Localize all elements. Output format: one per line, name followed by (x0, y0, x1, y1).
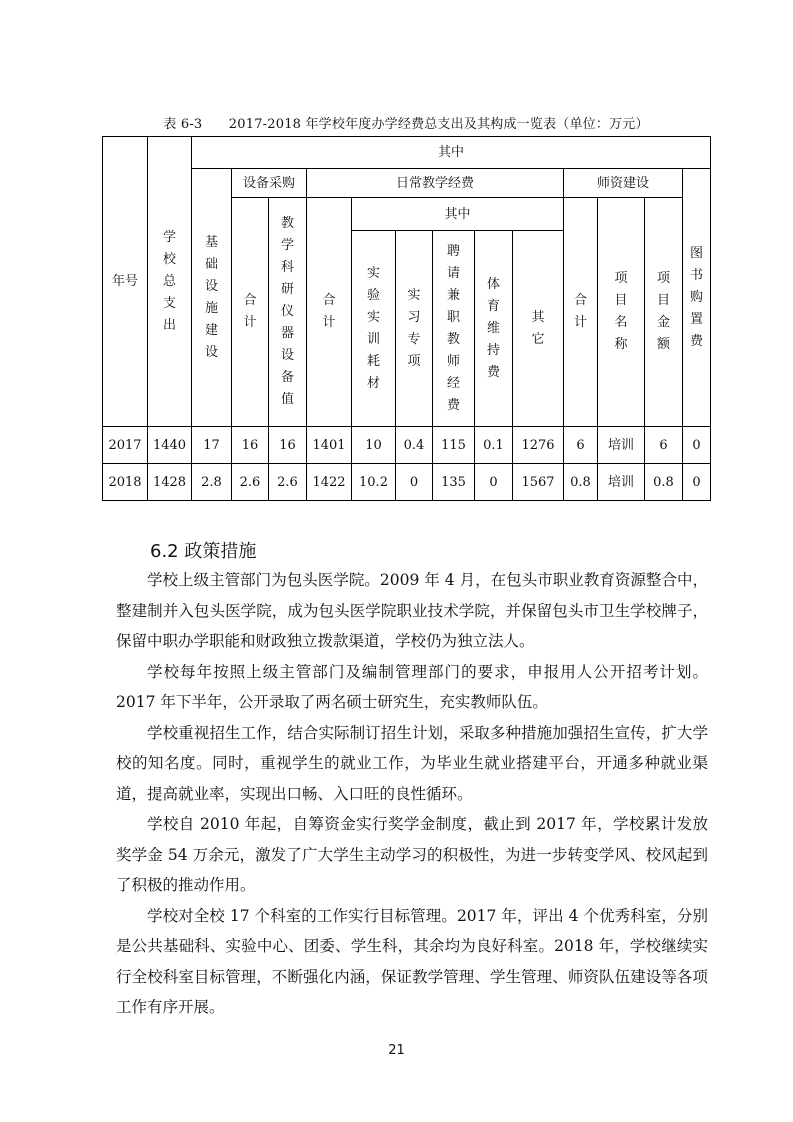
header-staff-building: 师资建设 (564, 169, 683, 198)
header-year: 年号 (103, 137, 148, 427)
header-equip-total: 合计 (232, 198, 269, 427)
header-staff-project-amount: 项目金额 (645, 198, 683, 427)
header-pe-maintenance: 体育维持费 (475, 231, 513, 427)
cell-pe: 0 (475, 464, 513, 501)
header-qizhong: 其中 (192, 137, 711, 169)
header-lab-materials: 实验实训耗材 (352, 231, 396, 427)
page-number: 21 (388, 1043, 405, 1058)
cell-equip-total: 16 (232, 427, 269, 464)
table-caption: 表 6-3 2017-2018 年学校年度办学经费总支出及其构成一览表（单位：万元） (163, 117, 649, 132)
header-internship: 实习专项 (396, 231, 433, 427)
header-parttime-teachers: 聘请兼职教师经费 (433, 231, 475, 427)
cell-total: 1428 (148, 464, 192, 501)
cell-staff-name: 培训 (598, 464, 645, 501)
cell-daily-total: 1401 (307, 427, 352, 464)
cell-staff-amount: 0.8 (645, 464, 683, 501)
paragraph: 学校对全校 17 个科室的工作实行目标管理。2017 年，评出 4 个优秀科室，分别是公共基础科、实验中心、团委、学生科，其余均为良好科室。2018 年，学校继续实行全校科室目标管理，不断强化内涵，保证教学管理、学生管理、师资队伍建设等各项工作有序开展。 (116, 906, 708, 1016)
cell-internship: 0.4 (396, 427, 433, 464)
header-daily-qizhong: 其中 (352, 198, 564, 231)
cell-equip-total: 2.6 (232, 464, 269, 501)
cell-equip-instr: 2.6 (269, 464, 307, 501)
cell-total: 1440 (148, 427, 192, 464)
paragraph: 学校每年按照上级主管部门及编制管理部门的要求，申报用人公开招考计划。2017 年下半年，公开录取了两名硕士研究生，充实教师队伍。 (116, 662, 708, 711)
cell-staff-name: 培训 (598, 427, 645, 464)
header-equipment: 设备采购 (232, 169, 307, 198)
section-heading: 6.2 政策措施 (150, 541, 257, 562)
header-total: 学校总支出 (148, 137, 192, 427)
header-daily-total: 合计 (307, 198, 352, 427)
header-staff-total: 合计 (564, 198, 598, 427)
table-row (103, 427, 711, 464)
cell-parttime: 115 (433, 427, 475, 464)
body-text (116, 565, 708, 1023)
cell-other: 1276 (513, 427, 564, 464)
cell-year: 2017 (103, 427, 148, 464)
cell-staff-total: 0.8 (564, 464, 598, 501)
paragraph: 学校重视招生工作，结合实际制订招生计划，采取多种措施加强招生宣传，扩大学校的知名度。同时，重视学生的就业工作，为毕业生就业搭建平台，开通多种就业渠道，提高就业率，实现出口畅、入口旺的良性循环。 (116, 723, 708, 803)
cell-year: 2018 (103, 464, 148, 501)
cell-staff-amount: 6 (645, 427, 683, 464)
header-books: 图书购置费 (683, 169, 711, 427)
header-staff-project-name: 项目名称 (598, 198, 645, 427)
cell-internship: 0 (396, 464, 433, 501)
table-row (103, 464, 711, 501)
cell-materials: 10 (352, 427, 396, 464)
paragraph: 学校自 2010 年起，自筹资金实行奖学金制度，截止到 2017 年，学校累计发放奖学金 54 万余元，激发了广大学生主动学习的积极性，为进一步转变学风、校风起到了积极的推动作用。 (116, 815, 708, 894)
header-daily-teaching: 日常教学经费 (307, 169, 564, 198)
cell-books: 0 (683, 427, 711, 464)
cell-infra: 17 (192, 427, 232, 464)
cell-equip-instr: 16 (269, 427, 307, 464)
cell-other: 1567 (513, 464, 564, 501)
cell-parttime: 135 (433, 464, 475, 501)
header-infrastructure: 基础设施建设 (192, 169, 232, 427)
header-equip-instruments: 教学科研仪器设备值 (269, 198, 307, 427)
cell-infra: 2.8 (192, 464, 232, 501)
cell-pe: 0.1 (475, 427, 513, 464)
cell-materials: 10.2 (352, 464, 396, 501)
expenditure-table (102, 136, 711, 501)
cell-daily-total: 1422 (307, 464, 352, 501)
cell-staff-total: 6 (564, 427, 598, 464)
cell-books: 0 (683, 464, 711, 501)
paragraph: 学校上级主管部门为包头医学院。2009 年 4 月，在包头市职业教育资源整合中，整建制并入包头医学院，成为包头医学院职业技术学院，并保留包头市卫生学校牌子，保留中职办学职能和财政独立拨款渠道，学校仍为独立法人。 (116, 571, 708, 650)
header-other: 其它 (513, 231, 564, 427)
